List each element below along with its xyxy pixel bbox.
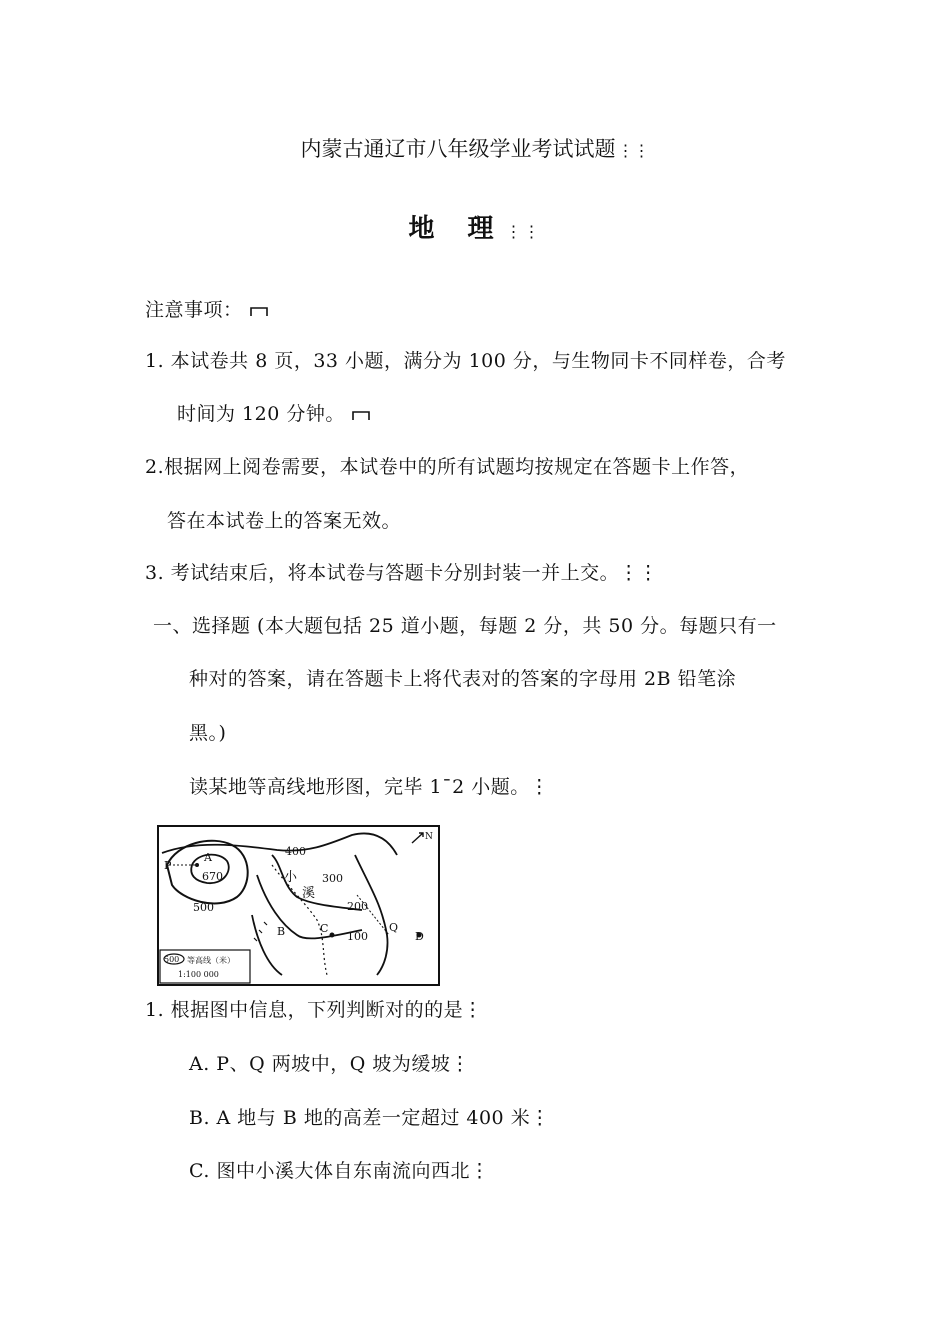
title-marks: ⋮⋮ bbox=[617, 141, 650, 160]
label-C: C bbox=[320, 922, 329, 935]
subject-marks: ⋮⋮ bbox=[505, 222, 542, 241]
return-mark-icon bbox=[351, 408, 371, 422]
label-B: B bbox=[277, 925, 286, 938]
subject-title bbox=[0, 208, 950, 245]
point-P bbox=[195, 863, 199, 867]
point-C bbox=[330, 933, 335, 938]
section-heading-line-1: 一、选择题 (本大题包括 25 道小题，每题 2 分，共 50 分。每题只有一 bbox=[153, 615, 777, 637]
notice-heading bbox=[145, 295, 269, 322]
label-peak: 670 bbox=[202, 870, 223, 883]
question-1-option-b: B. A 地与 B 地的高差一定超过 400 米⋮ bbox=[189, 1107, 550, 1129]
question-1-option-a: A. P、Q 两坡中，Q 坡为缓坡⋮ bbox=[189, 1053, 470, 1075]
notice-item-1: 1. 本试卷共 8 页，33 小题，满分为 100 分，与生物同卡不同样卷，合考 bbox=[145, 350, 786, 372]
label-P: P bbox=[164, 859, 172, 872]
exam-title-text: 内蒙古通辽市八年级学业考试试题 bbox=[300, 137, 616, 161]
label-D: D bbox=[415, 930, 424, 943]
section-heading-line-2: 种对的答案，请在答题卡上将代表对的答案的字母用 2B 铅笔涂 bbox=[189, 668, 737, 690]
subject-text: 地 理 bbox=[408, 214, 506, 244]
label-400: 400 bbox=[285, 845, 306, 858]
return-mark-icon bbox=[249, 304, 269, 318]
label-200: 200 bbox=[347, 900, 368, 913]
notice-item-1-cont bbox=[177, 399, 371, 426]
notice-item-2: 2.根据网上阅卷需要，本试卷中的所有试题均按规定在答题卡上作答， bbox=[145, 456, 750, 478]
contour-map bbox=[157, 825, 441, 987]
notice-heading-text: 注意事项： bbox=[145, 299, 243, 321]
label-north: N bbox=[425, 832, 433, 842]
question-1-stem: 1. 根据图中信息，下列判断对的的是⋮ bbox=[145, 999, 483, 1021]
label-A: A bbox=[204, 851, 212, 864]
label-stream-2: 溪 bbox=[302, 886, 316, 901]
question-1-option-c: C. 图中小溪大体自东南流向西北⋮ bbox=[189, 1160, 490, 1182]
map-intro: 读某地等高线地形图，完毕 1¯2 小题。⋮ bbox=[189, 776, 550, 798]
notice-item-3: 3. 考试结束后，将本试卷与答题卡分别封装一并上交。⋮⋮ bbox=[145, 562, 659, 584]
exam-title bbox=[0, 133, 950, 163]
label-500: 500 bbox=[193, 901, 214, 914]
legend-scale: 1:100 000 bbox=[178, 970, 219, 979]
notice-item-2-cont: 答在本试卷上的答案无效。 bbox=[167, 510, 402, 532]
legend-contour-value: 500 bbox=[164, 955, 180, 964]
label-stream-1: 小 bbox=[284, 870, 298, 885]
section-heading-line-3: 黑。) bbox=[189, 722, 227, 744]
legend-contour-text: 等高线（米） bbox=[187, 956, 235, 965]
notice-item-1-cont-text: 时间为 120 分钟。 bbox=[177, 403, 345, 425]
label-Q: Q bbox=[389, 921, 399, 934]
label-300: 300 bbox=[322, 872, 343, 885]
label-100: 100 bbox=[347, 930, 368, 943]
